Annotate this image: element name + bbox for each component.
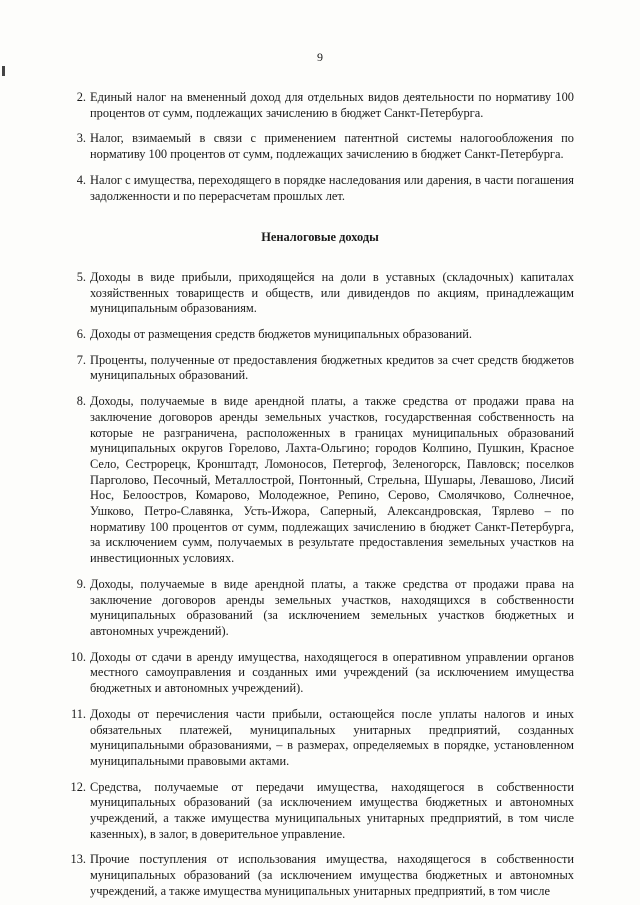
section-title: Неналоговые доходы <box>261 230 379 245</box>
list-item <box>66 131 574 162</box>
item-text: Доходы от сдачи в аренду имущества, находящегося в оперативном управлении органов местного самоуправления и созданных ими учреждений (за исключением имущества бюджетных и автономных учреждений). <box>90 649 574 696</box>
item-number: 12. <box>70 779 86 794</box>
item-number: 4. <box>76 172 86 187</box>
tax-income-list <box>66 90 574 204</box>
item-number: 3. <box>76 131 86 146</box>
page-number: 9 <box>317 50 323 64</box>
list-item <box>66 270 574 317</box>
item-number: 10. <box>70 649 86 664</box>
item-text: Проценты, полученные от предоставления бюджетных кредитов за счет средств бюджетов муниципальных образований. <box>90 352 574 383</box>
list-item <box>66 394 574 567</box>
list-item <box>66 327 574 343</box>
document-body <box>66 90 574 910</box>
item-number: 11. <box>70 706 86 721</box>
list-item <box>66 90 574 121</box>
item-text: Доходы, получаемые в виде арендной платы, а также средства от продажи права на заключение договоров аренды земельных участков, государственная собственность на которые не разграничена, расположенных в границах муниципальных образований муниципальных округов Горелово, Лахта-Ольгино; городов Колпино, Пушкин, Красное Село, Сестрорецк, Кронштадт, Ломоносов, Петергоф, Зеленогорск, Павловск; поселков Парголово, Песочный, Металлострой, Понтонный, Стрельна, Шушары, Левашово, Лисий Нос, Белоостров, Комарово, Молодежное, Репино, Серово, Смолячково, Солнечное, Ушково, Петро-Славянка, Усть-Ижора, Саперный, Александровская, Тярлево – по нормативу 100 процентов от сумм, подлежащих зачислению в бюджет Санкт-Петербурга, за исключением сумм, получаемых в результате предоставления земельных участков на инвестиционных условиях. <box>90 394 574 566</box>
item-number: 8. <box>76 394 86 409</box>
list-item <box>66 577 574 640</box>
list-item <box>66 650 574 697</box>
item-text: Доходы в виде прибыли, приходящейся на доли в уставных (складочных) капиталах хозяйственных товариществ и обществ, или дивидендов по акциям, принадлежащим муниципальным образованиям. <box>90 269 574 316</box>
item-number: 6. <box>76 327 86 342</box>
scan-edge-mark <box>2 66 5 76</box>
list-item <box>66 780 574 843</box>
item-number: 7. <box>76 352 86 367</box>
item-number: 5. <box>76 269 86 284</box>
item-text: Доходы от перечисления части прибыли, остающейся после уплаты налогов и иных обязательных платежей, муниципальных унитарных предприятий, созданных муниципальными образованиями, – в размерах, определяемых в порядке, установленном муниципальными правовыми актами. <box>90 706 574 768</box>
item-number: 13. <box>70 852 86 867</box>
item-number: 2. <box>76 90 86 104</box>
list-item <box>66 173 574 204</box>
item-text: Единый налог на вмененный доход для отдельных видов деятельности по нормативу 100 процентов от сумм, подлежащих зачислению в бюджет Санкт-Петербурга. <box>90 90 574 120</box>
item-text: Доходы, получаемые в виде арендной платы, а также средства от продажи права на заключение договоров аренды земельных участков, находящихся в собственности муниципальных образований (за исключением земельных участков бюджетных и автономных учреждений). <box>90 576 574 638</box>
item-text: Налог с имущества, переходящего в порядке наследования или дарения, в части погашения задолженности и по перерасчетам прошлых лет. <box>90 172 574 203</box>
list-item <box>66 353 574 384</box>
item-number: 9. <box>76 576 86 591</box>
item-text: Прочие поступления от использования имущества, находящегося в собственности муниципальных образований (за исключением имущества бюджетных и автономных учреждений, а также имущества муниципальных унитарных предприятий, в том числе <box>90 852 574 898</box>
non-tax-income-list <box>66 270 574 900</box>
item-text: Налог, взимаемый в связи с применением патентной системы налогообложения по нормативу 100 процентов от сумм, подлежащих зачислению в бюджет Санкт-Петербурга. <box>90 131 574 162</box>
item-text: Доходы от размещения средств бюджетов муниципальных образований. <box>90 327 473 342</box>
list-item <box>66 852 574 899</box>
item-text: Средства, получаемые от передачи имущества, находящегося в собственности муниципальных образований (за исключением имущества бюджетных и автономных учреждений, а также имущества муниципальных унитарных предприятий, в том числе казенных), в залог, в доверительное управление. <box>90 779 574 841</box>
list-item <box>66 707 574 770</box>
